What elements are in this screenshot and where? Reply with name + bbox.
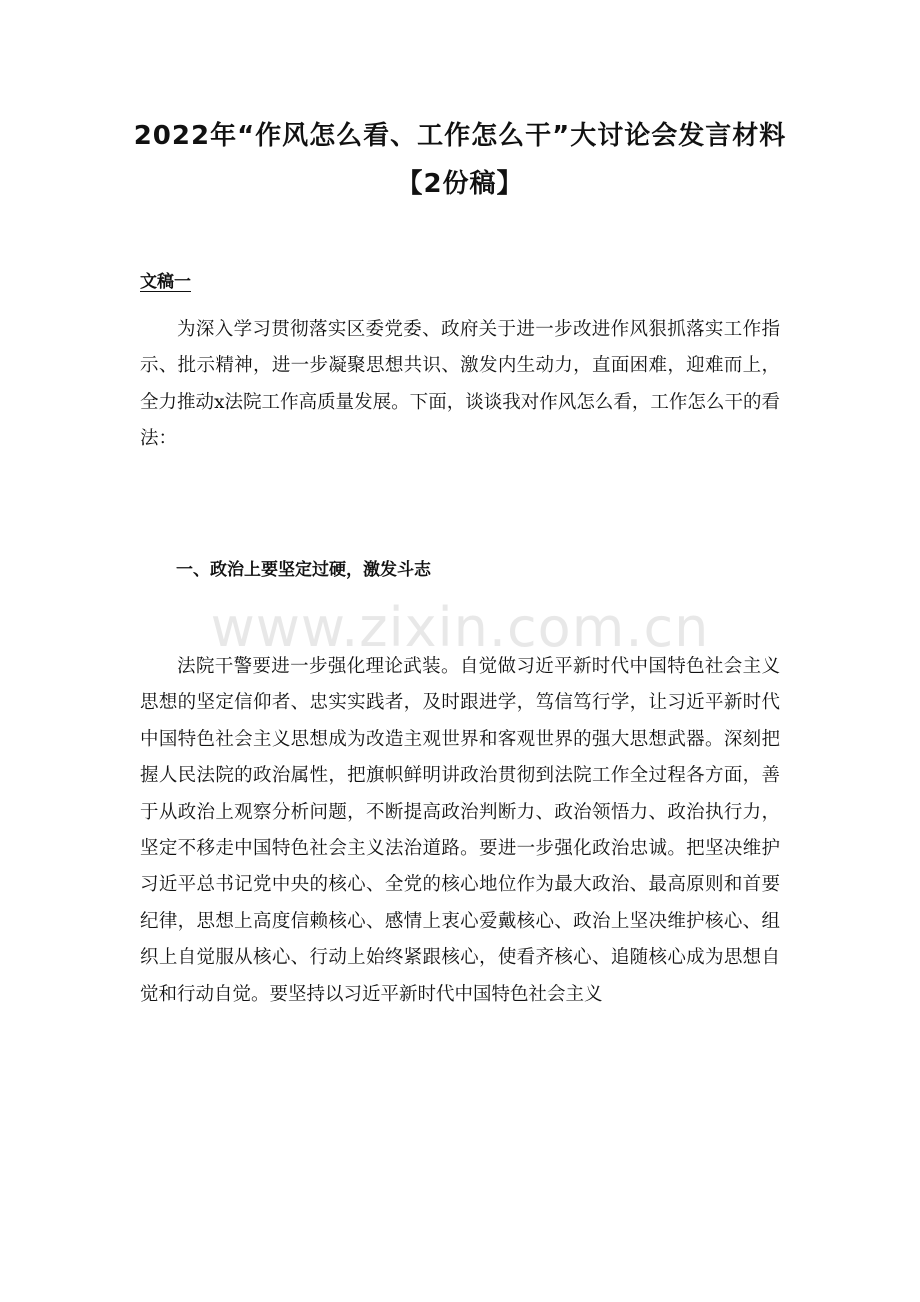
intro-paragraph: 为深入学习贯彻落实区委党委、政府关于进一步改进作风狠抓落实工作指示、批示精神，进一步凝聚思想共识、激发内生动力，直面困难，迎难而上，全力推动x法院工作高质量发展。下面，谈谈我对作风怎么看，工作怎么干的看法： [140,319,780,450]
subheading-politics: 一、政治上要坚定过硬，激发斗志 [176,560,431,580]
body-paragraph: 法院干警要进一步强化理论武装。自觉做习近平新时代中国特色社会主义思想的坚定信仰者、忠实实践者，及时跟进学，笃信笃行学，让习近平新时代中国特色社会主义思想成为改造主观世界和客观世界的强大思想武器。深刻把握人民法院的政治属性，把旗帜鲜明讲政治贯彻到法院工作全过程各方面，善于从政治上观察分析问题，不断提高政治判断力、政治领悟力、政治执行力，坚定不移走中国特色社会主义法治道路。要进一步强化政治忠诚。把坚决维护习近平总书记党中央的核心、全党的核心地位作为最大政治、最高原则和首要纪律，思想上高度信赖核心、感情上衷心爱戴核心、政治上坚决维护核心、组织上自觉服从核心、行动上始终紧跟核心，使看齐核心、追随核心成为思想自觉和行动自觉。要坚持以习近平新时代中国特色社会主义 [140,656,780,1005]
document-title: 2022年“作风怎么看、工作怎么干”大讨论会发言材料【2份稿】 [133,121,787,199]
watermark: www.zixin.com.cn [210,596,710,659]
section-heading: 文稿一 [140,272,191,292]
